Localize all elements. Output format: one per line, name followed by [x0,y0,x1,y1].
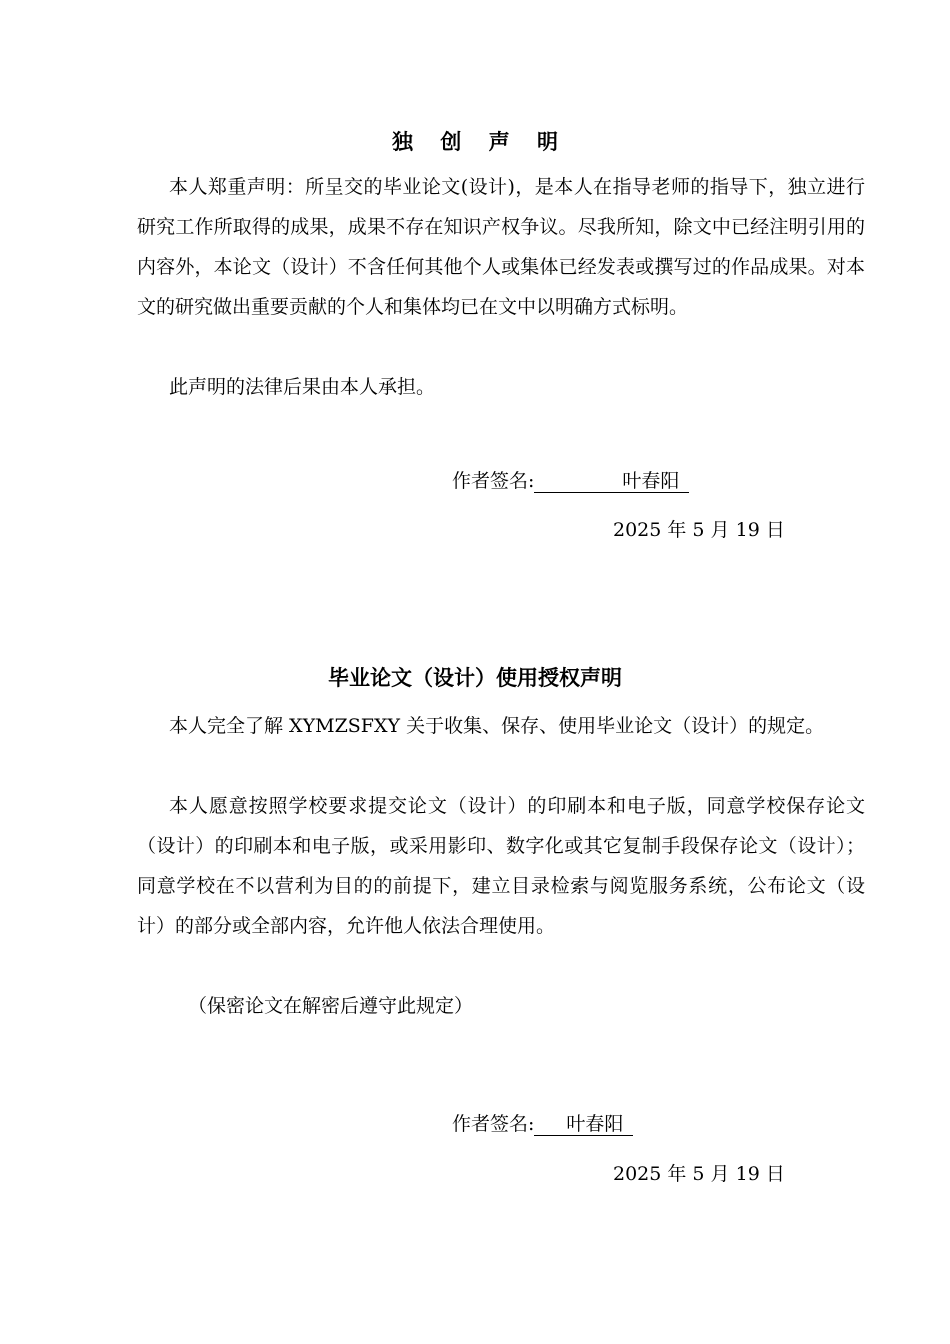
declaration-signature [452,467,689,495]
authorization-paragraph-1: 本人完全了解 XYMZSFXY 关于收集、保存、使用毕业论文（设计）的规定。 [169,715,825,737]
signature-name: 叶春阳 [534,1113,633,1136]
declaration-title: 独 创 声 明 [392,130,568,154]
signature-label: 作者签名: [452,1113,535,1135]
signature-label: 作者签名: [452,470,535,492]
authorization-paragraph-2: 本人愿意按照学校要求提交论文（设计）的印刷本和电子版，同意学校保存论文（设计）的印刷本和电子版，或采用影印、数字化或其它复制手段保存论文（设计）；同意学校在不以营利为目的的前提下，建立目录检索与阅览服务系统，公布论文（设计）的部分或全部内容，允许他人依法合理使用。 [137,795,865,937]
declaration-date: 2025 年 5 月 19 日 [613,519,785,541]
declaration-paragraph-1: 本人郑重声明：所呈交的毕业论文(设计)，是本人在指导老师的指导下，独立进行研究工作所取得的成果，成果不存在知识产权争议。尽我所知，除文中已经注明引用的内容外，本论文（设计）不含任何其他个人或集体已经发表或撰写过的作品成果。对本文的研究做出重要贡献的个人和集体均已在文中以明确方式标明。 [137,176,865,318]
authorization-title: 毕业论文（设计）使用授权声明 [328,666,622,690]
authorization-signature [452,1110,633,1138]
signature-name: 叶春阳 [534,470,689,493]
confidential-note: （保密论文在解密后遵守此规定） [188,995,474,1017]
declaration-paragraph-2: 此声明的法律后果由本人承担。 [169,376,436,398]
authorization-date: 2025 年 5 月 19 日 [613,1163,785,1185]
